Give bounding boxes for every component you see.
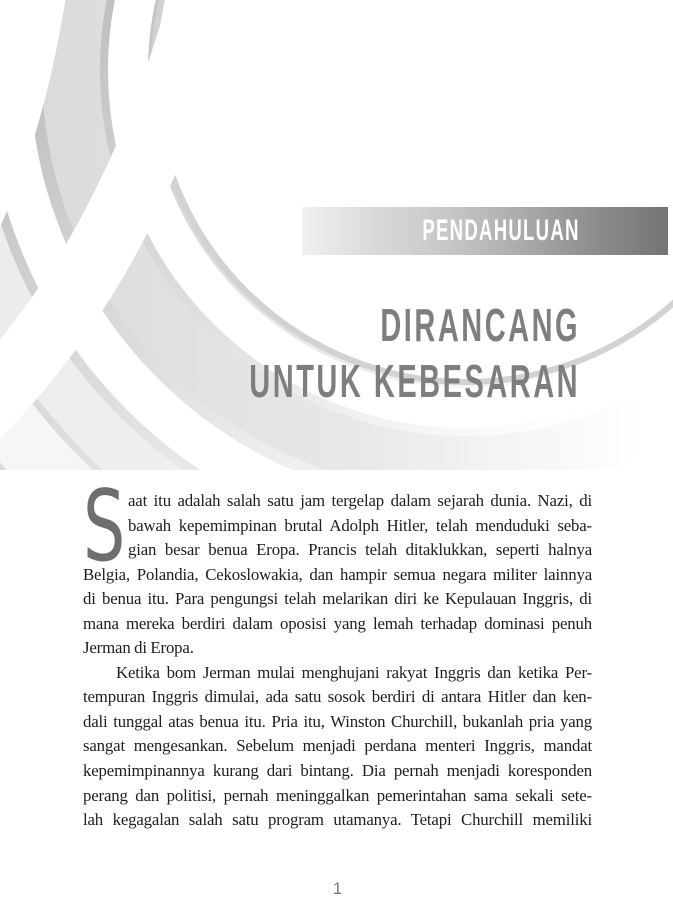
text-line: tempuran Inggris dimulai, ada satu sosok berdiri di antara Hitler dan ken- (83, 687, 592, 707)
paragraph-1 (83, 470, 592, 661)
text-line: Ketika bom Jerman mulai menghujani rakyat Inggris dan ketika Per- (116, 662, 592, 682)
body-text (83, 470, 592, 833)
text-line: aat itu adalah salah satu jam tergelap dalam sejarah dunia. Nazi, di (128, 491, 592, 510)
text-line: bawah kepemimpinan brutal Adolph Hitler, telah menduduki seba- (128, 515, 592, 535)
page-number: 1 (332, 879, 343, 898)
drop-cap: S (83, 470, 126, 584)
paragraph-2 (83, 661, 592, 833)
chapter-banner (302, 207, 668, 255)
paragraph-1-lines (83, 563, 592, 661)
text-line: gian besar benua Eropa. Prancis telah ditaklukkan, seperti halnya (128, 540, 592, 560)
chapter-title-line-1: DIRANCANG (380, 299, 580, 351)
text-line: lah kegagalan salah satu program utamanya. Tetapi Churchill memiliki (83, 810, 592, 830)
chapter-title-line-2: UNTUK KEBESARAN (249, 355, 580, 407)
text-line: Belgia, Polandia, Cekoslowakia, dan hampir semua negara militer lainnya (83, 564, 592, 584)
text-line: Jerman di Eropa. (83, 638, 194, 658)
text-line: di benua itu. Para pengungsi telah melarikan diri ke Kepulauan Inggris, di (83, 589, 592, 609)
text-line: kepemimpinannya kurang dari bintang. Dia pernah menjadi koresponden (83, 761, 592, 781)
text-line: mana mereka berdiri dalam oposisi yang lemah terhadap dominasi penuh (83, 613, 592, 633)
text-line: perang dan politisi, pernah meninggalkan pemerintahan sama sekali sete- (83, 785, 592, 805)
text-line: sangat mengesankan. Sebelum menjadi perdana menteri Inggris, mandat (83, 736, 592, 756)
text-line: dali tunggal atas benua itu. Pria itu, Winston Churchill, bukanlah pria yang (83, 711, 592, 731)
chapter-banner-label: PENDAHULUAN (422, 214, 580, 247)
paragraph-1-dropcap-lines (128, 489, 592, 563)
chapter-title (249, 297, 580, 409)
